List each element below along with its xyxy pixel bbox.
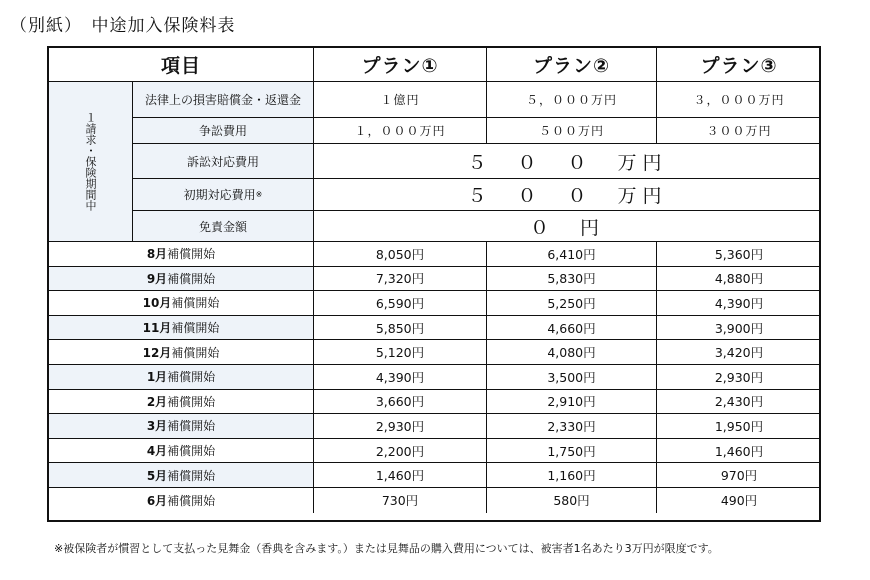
start-suffix: 補償開始 [167,247,216,262]
header-plan-2: プラン② [487,48,657,82]
start-suffix: 補償開始 [167,444,216,459]
premium-plan-3: 490円 [720,493,758,509]
start-suffix: 補償開始 [167,419,216,434]
premium-plan-1: 5,120円 [314,340,487,365]
page-title: （別紙） 中途加入保険料表 [10,16,236,36]
premium-plan-2: 2,330円 [487,414,657,439]
premium-plan-3: 4,390円 [657,291,821,316]
month-name: 6月 [146,493,168,508]
litigation-value: ５ ０ ０ 万円 [314,144,821,179]
month-name: 12月 [142,345,172,360]
premium-plan-2: 580円 [487,488,657,513]
damages-plan-3: ３，０００万円 [657,82,821,118]
group-label-cell [49,82,133,242]
premium-plan-3: 4,880円 [657,267,821,292]
header-item: 項目 [49,48,314,82]
month-name: 11月 [142,321,172,336]
premium-plan-1: 7,320円 [314,267,487,292]
month-label [49,488,314,513]
month-label [49,340,314,365]
start-suffix: 補償開始 [171,321,220,336]
dispute-plan-1: １，０００万円 [314,118,487,144]
dispute-plan-2: ５００万円 [487,118,657,144]
month-name: 10月 [142,296,172,311]
premium-plan-2: 4,080円 [487,340,657,365]
month-label [49,242,314,267]
premium-table [47,46,821,522]
start-suffix: 補償開始 [167,271,216,286]
premium-plan-1: 730円 [314,488,487,513]
premium-plan-2: 1,750円 [487,439,657,464]
group-label: １請求・保険期間中 [84,112,97,211]
month-name: 4月 [146,444,168,459]
initial-label: 初期対応費用 [183,188,256,202]
month-name: 1月 [146,370,168,385]
premium-plan-3: 1,950円 [657,414,821,439]
premium-plan-3: 2,430円 [657,390,821,415]
premium-plan-3: 3,900円 [657,316,821,341]
start-suffix: 補償開始 [171,296,220,311]
damages-label: 法律上の損害賠償金・返還金 [133,82,314,118]
premium-plan-1: 3,660円 [314,390,487,415]
month-name: 2月 [146,394,168,409]
premium-plan-1: 6,590円 [314,291,487,316]
premium-plan-2: 5,250円 [487,291,657,316]
premium-plan-2: 2,910円 [487,390,657,415]
month-label [49,439,314,464]
premium-plan-2: 1,160円 [487,463,657,488]
start-suffix: 補償開始 [167,394,216,409]
month-label [49,365,314,390]
premium-plan-2: 3,500円 [487,365,657,390]
premium-plan-2: 6,410円 [487,242,657,267]
month-label [49,390,314,415]
premium-plan-3: 1,460円 [657,439,821,464]
litigation-label: 訴訟対応費用 [133,144,314,179]
premium-plan-3: 5,360円 [657,242,821,267]
damages-plan-1: １億円 [314,82,487,118]
premium-plan-2: 4,660円 [487,316,657,341]
damages-plan-2: ５，０００万円 [487,82,657,118]
deductible-value: ０ 円 [314,211,821,242]
premium-plan-1: 1,460円 [314,463,487,488]
month-label [49,267,314,292]
premium-plan-1: 4,390円 [314,365,487,390]
premium-plan-1: 2,200円 [314,439,487,464]
premium-plan-1: 5,850円 [314,316,487,341]
dispute-plan-3: ３００万円 [657,118,821,144]
month-label [49,291,314,316]
premium-plan-3: 3,420円 [657,340,821,365]
start-suffix: 補償開始 [167,468,216,483]
premium-plan-1: 8,050円 [314,242,487,267]
month-label [49,414,314,439]
start-suffix: 補償開始 [167,493,216,508]
initial-label-cell [133,179,314,211]
footnote: ※被保険者が慣習として支払った見舞金（香典を含みます。）または見舞品の購入費用については、被害者1名あたり3万円が限度です。 [54,542,719,555]
month-name: 8月 [146,247,168,262]
premium-plan-1: 2,930円 [314,414,487,439]
footnote-mark: ※ [255,190,263,199]
start-suffix: 補償開始 [167,370,216,385]
premium-plan-2: 5,830円 [487,267,657,292]
initial-value: ５ ０ ０ 万円 [314,179,821,211]
month-name: 3月 [146,419,168,434]
month-name: 9月 [146,271,168,286]
header-plan-1: プラン① [314,48,487,82]
start-suffix: 補償開始 [171,345,220,360]
premium-plan-3: 970円 [657,463,821,488]
header-plan-3: プラン③ [657,48,821,82]
premium-plan-3: 2,930円 [657,365,821,390]
month-label [49,316,314,341]
month-name: 5月 [146,468,168,483]
month-label [49,463,314,488]
dispute-label: 争訟費用 [133,118,314,144]
deductible-label: 免責金額 [133,211,314,242]
